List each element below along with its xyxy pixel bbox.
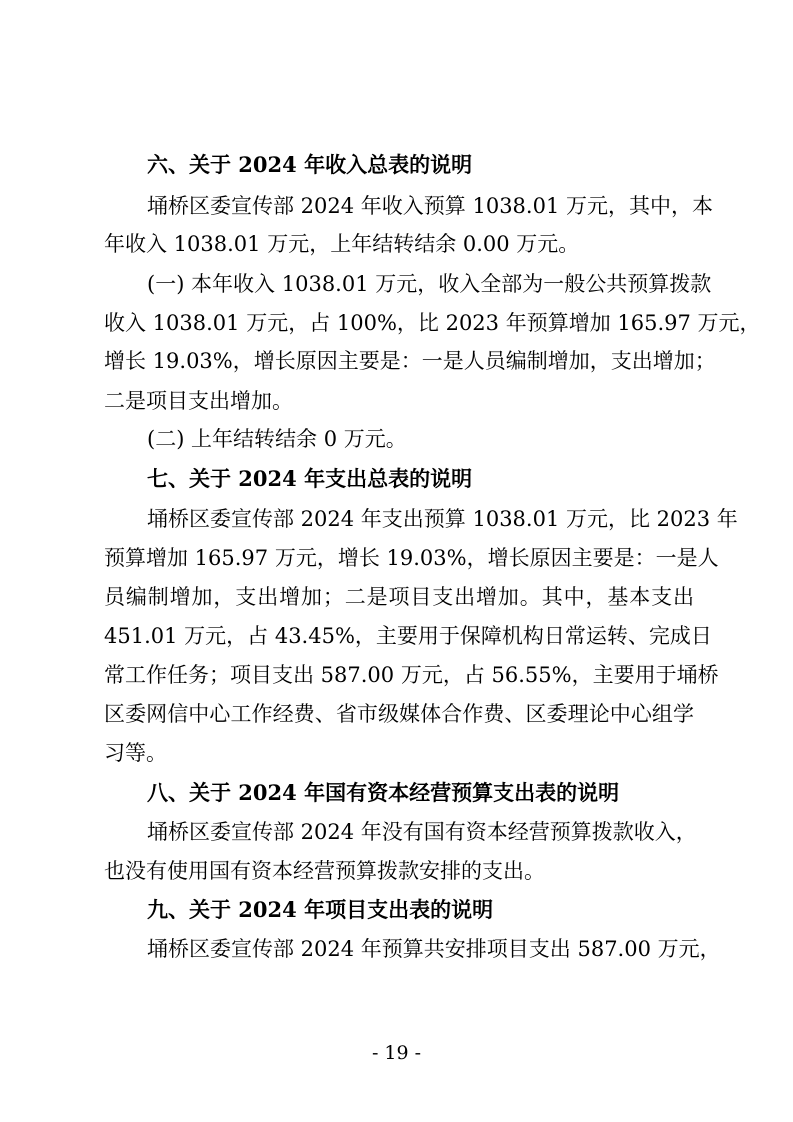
page-number: - 19 - [371, 1042, 422, 1064]
section-6-paragraph-1-line-2: 年收入 1038.01 万元，上年结转结余 0.00 万元。 [104, 232, 580, 256]
section-6-heading: 六、关于 2024 年收入总表的说明 [147, 152, 473, 177]
section-7-heading: 七、关于 2024 年支出总表的说明 [147, 466, 473, 491]
section-6-paragraph-3-line-1: (二) 上年结转结余 0 万元。 [147, 427, 407, 451]
section-6-paragraph-1-line-1: 埇桥区委宣传部 2024 年收入预算 1038.01 万元，其中，本 [147, 194, 713, 218]
section-7-line-4: 451.01 万元，占 43.45%，主要用于保障机构日常运转、完成日 [104, 624, 712, 648]
section-7-line-2: 预算增加 165.97 万元，增长 19.03%，增长原因主要是：一是人 [104, 546, 719, 570]
section-9-heading: 九、关于 2024 年项目支出表的说明 [147, 897, 494, 922]
section-7-line-7: 习等。 [104, 741, 167, 765]
section-6-paragraph-2-line-1: (一) 本年收入 1038.01 万元，收入全部为一般公共预算拨款 [147, 272, 712, 296]
section-9-line-1: 埇桥区委宣传部 2024 年预算共安排项目支出 587.00 万元， [147, 937, 721, 961]
section-8-line-1: 埇桥区委宣传部 2024 年没有国有资本经营预算拨款收入， [147, 820, 697, 844]
section-8-line-2: 也没有使用国有资本经营预算拨款安排的支出。 [104, 859, 545, 883]
section-7-line-5: 常工作任务；项目支出 587.00 万元，占 56.55%，主要用于埇桥 [104, 663, 719, 687]
section-7-line-1: 埇桥区委宣传部 2024 年支出预算 1038.01 万元，比 2023 年 [147, 507, 738, 531]
section-6-paragraph-2-line-2: 收入 1038.01 万元，占 100%，比 2023 年预算增加 165.97 万元， [104, 311, 761, 335]
section-7-line-3: 员编制增加，支出增加；二是项目支出增加。其中，基本支出 [104, 585, 694, 609]
section-7-line-6: 区委网信中心工作经费、省市级媒体合作费、区委理论中心组学 [104, 702, 694, 726]
section-6-paragraph-2-line-3: 增长 19.03%，增长原因主要是：一是人员编制增加，支出增加； [104, 349, 716, 373]
section-8-heading: 八、关于 2024 年国有资本经营预算支出表的说明 [147, 780, 620, 805]
section-6-paragraph-2-line-4: 二是项目支出增加。 [104, 389, 293, 413]
